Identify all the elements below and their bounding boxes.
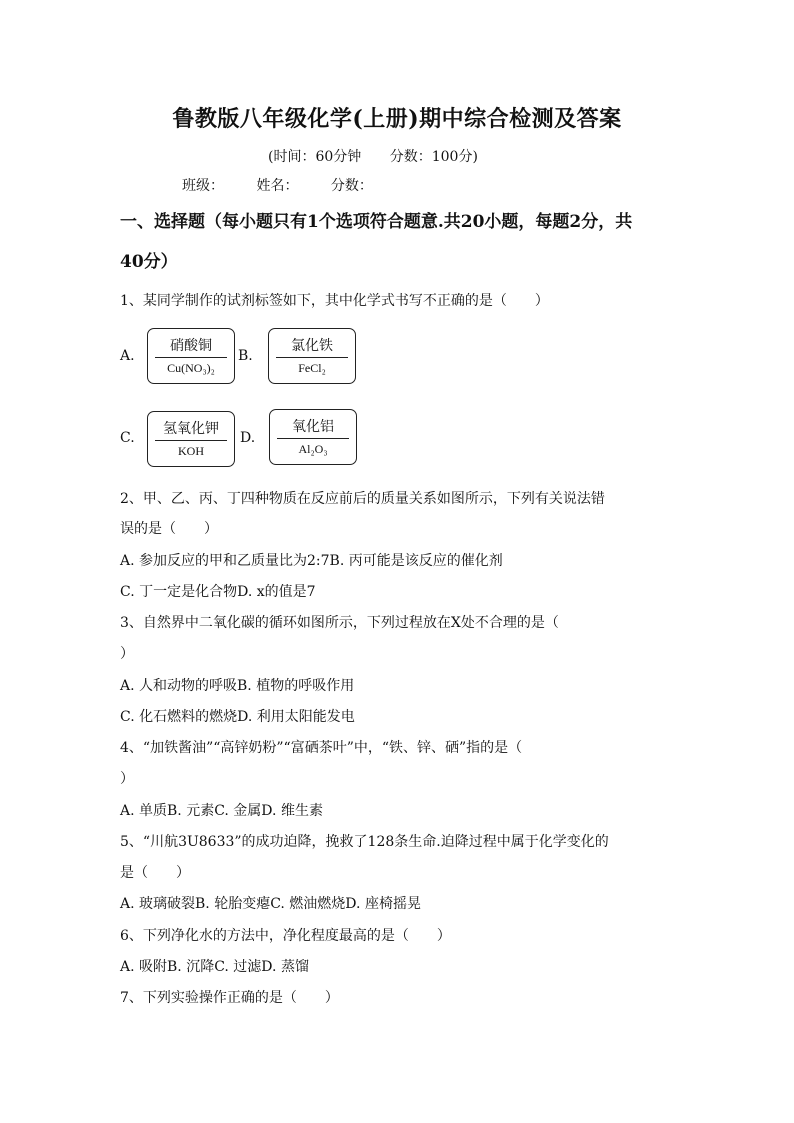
question-3-options-line-1: A. 人和动物的呼吸B. 植物的呼吸作用: [120, 678, 355, 694]
exam-meta: [268, 146, 502, 166]
label-divider: [155, 440, 227, 441]
class-field-label: 班级：: [182, 178, 224, 194]
reagent-formula: Cu(NO₃)₂: [167, 361, 215, 375]
q1-option-c-letter: C.: [120, 430, 135, 446]
exam-time: (时间：60分钟: [268, 149, 362, 165]
question-5-stem-line-1: 5、“川航3U8633”的成功迫降，挽救了128条生命.迫降过程中属于化学变化的: [120, 834, 609, 850]
q1-option-a-label: [147, 328, 235, 384]
question-3-options-line-2: C. 化石燃料的燃烧D. 利用太阳能发电: [120, 709, 355, 725]
name-field-label: 姓名：: [256, 178, 299, 194]
q1-option-d-label: [269, 409, 357, 465]
question-4-options-line-1: A. 单质B. 元素C. 金属D. 维生素: [120, 803, 323, 819]
exam-total-score: 分数：100分): [389, 149, 478, 165]
label-divider: [277, 438, 349, 439]
question-2-stem-line-1: 2、甲、乙、丙、丁四种物质在反应前后的质量关系如图所示，下列有关说法错: [120, 491, 605, 507]
question-5-options-line-1: A. 玻璃破裂B. 轮胎变瘪C. 燃油燃烧D. 座椅摇晃: [120, 896, 421, 912]
reagent-formula: Al₂O₃: [298, 442, 328, 456]
question-5-stem-line-2: 是（ ）: [120, 865, 190, 881]
question-4-stem-line-1: 4、“加铁酱油”“高锌奶粉”“富硒茶叶”中，“铁、锌、硒”指的是（: [120, 740, 523, 756]
question-3-stem-line-1: 3、自然界中二氧化碳的循环如图所示，下列过程放在X处不合理的是（: [120, 615, 559, 631]
question-2-options-line-2: C. 丁一定是化合物D. x的值是7: [120, 584, 316, 600]
label-divider: [155, 357, 227, 358]
label-divider: [276, 357, 348, 358]
q1-option-b-letter: B.: [238, 348, 253, 364]
section-heading-line-2: 40分）: [120, 252, 178, 272]
section-heading-line-1: 一、选择题（每小题只有1个选项符合题意.共20小题，每题2分，共: [120, 212, 633, 232]
question-7-stem: 7、下列实验操作正确的是（ ）: [120, 990, 339, 1006]
question-1-stem: 1、某同学制作的试剂标签如下，其中化学式书写不正确的是（ ）: [120, 293, 549, 309]
section-heading: [120, 202, 680, 282]
student-info: [182, 175, 401, 195]
q1-option-c-label: [147, 411, 235, 467]
question-2-stem-line-2: 误的是（ ）: [120, 521, 218, 537]
question-6-stem: 6、下列净化水的方法中，净化程度最高的是（ ）: [120, 928, 451, 944]
question-6-options-line-1: A. 吸附B. 沉降C. 过滤D. 蒸馏: [120, 959, 309, 975]
reagent-name: 氢氧化钾: [163, 421, 219, 437]
question-3-stem-line-2: ）: [120, 646, 134, 662]
reagent-formula: FeCl₂: [298, 361, 326, 375]
q1-option-d-letter: D.: [240, 430, 256, 446]
question-4-stem-line-2: ）: [120, 771, 134, 787]
question-2-options-line-1: A. 参加反应的甲和乙质量比为2:7B. 丙可能是该反应的催化剂: [120, 553, 503, 569]
reagent-formula: KOH: [178, 444, 204, 458]
page-title: 鲁教版八年级化学(上册)期中综合检测及答案: [172, 106, 622, 132]
reagent-name: 硝酸铜: [170, 338, 212, 354]
q1-option-b-label: [268, 328, 356, 384]
reagent-name: 氯化铁: [291, 338, 333, 354]
q1-option-a-letter: A.: [120, 348, 135, 364]
reagent-name: 氧化铝: [292, 419, 334, 435]
score-field-label: 分数：: [330, 178, 373, 194]
